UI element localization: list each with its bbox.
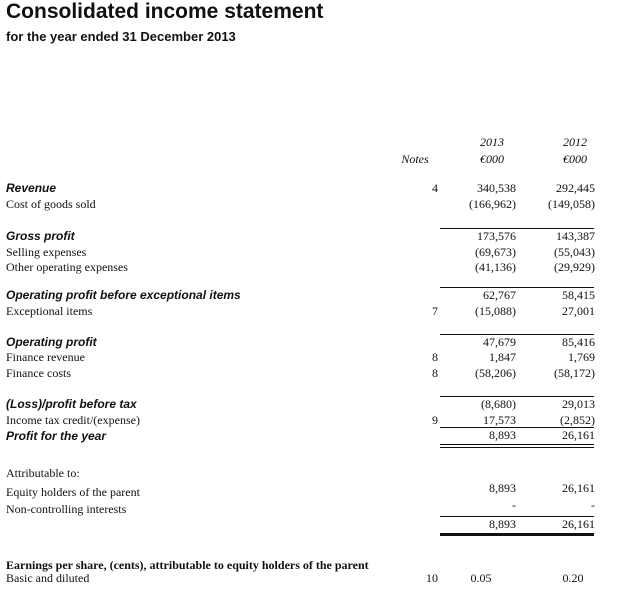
row-label: Cost of goods sold [6,197,96,211]
total-thick-rule [440,533,594,536]
value-2013: (58,206) [475,366,516,380]
value-2013: 173,576 [477,229,516,243]
statement-subtitle: for the year ended 31 December 2013 [6,29,236,44]
value-2013: (69,673) [475,245,516,259]
value-2013: (15,088) [475,304,516,318]
value-2012: (29,929) [554,260,595,274]
column-header-2012-year: 2012 [563,135,587,149]
row-label: Finance costs [6,366,71,380]
row-label: Operating profit [6,335,97,349]
statement-title: Consolidated income statement [6,0,324,23]
value-2013: 1,847 [489,350,516,364]
row-label: Profit for the year [6,429,107,443]
value-2012: 26,161 [562,481,595,495]
row-label: Operating profit before exceptional items [6,288,241,302]
note-ref: 9 [432,413,438,427]
row-label: Gross profit [6,229,75,243]
value-2012: 292,445 [556,181,595,195]
note-ref: 7 [432,304,438,318]
value-2012: 58,415 [562,288,595,302]
row-label: Finance revenue [6,350,85,364]
row-label: Exceptional items [6,304,93,318]
note-ref: 8 [432,350,438,364]
value-2012: (58,172) [554,366,595,380]
row-label: Income tax credit/(expense) [6,413,140,427]
value-2012: (55,043) [554,245,595,259]
value-2012: 143,387 [556,229,595,243]
value-2012: - [591,498,595,512]
value-2012: 85,416 [562,335,595,349]
value-2013: (166,962) [469,197,516,211]
column-header-notes: Notes [401,152,429,166]
value-2013: (8,680) [481,397,516,411]
row-label: Other operating expenses [6,260,128,274]
value-2013: 62,767 [483,288,516,302]
value-2012: 1,769 [568,350,595,364]
value-2013: 47,679 [483,335,516,349]
row-label: Basic and diluted [6,571,90,585]
value-2013: (41,136) [475,260,516,274]
value-2012: 29,013 [562,397,595,411]
value-2013: 8,893 [489,481,516,495]
attributable-heading: Attributable to: [6,466,80,480]
value-2013: - [512,498,516,512]
value-2012: (149,058) [548,197,595,211]
column-header-2013-unit: €000 [480,152,504,166]
note-ref: 10 [426,571,438,585]
row-label: Revenue [6,181,57,195]
value-2012: 26,161 [562,428,595,442]
eps-heading: Earnings per share, (cents), attributable to equity holders of the parent [6,558,369,572]
value-2012: 0.20 [562,571,584,585]
row-label: Selling expenses [6,245,87,259]
row-label: (Loss)/profit before tax [6,397,137,411]
value-2013: 0.05 [470,571,492,585]
value-2013: 8,893 [489,517,516,531]
total-double-rule [440,444,594,448]
note-ref: 4 [432,181,438,195]
value-2012: 26,161 [562,517,595,531]
value-2013: 8,893 [489,428,516,442]
column-header-2012-unit: €000 [563,152,587,166]
row-label: Equity holders of the parent [6,485,140,499]
value-2012: 27,001 [562,304,595,318]
column-header-2013-year: 2013 [480,135,504,149]
note-ref: 8 [432,366,438,380]
value-2013: 340,538 [477,181,516,195]
row-label: Non-controlling interests [6,502,127,516]
value-2012: (2,852) [560,413,595,427]
value-2013: 17,573 [483,413,516,427]
